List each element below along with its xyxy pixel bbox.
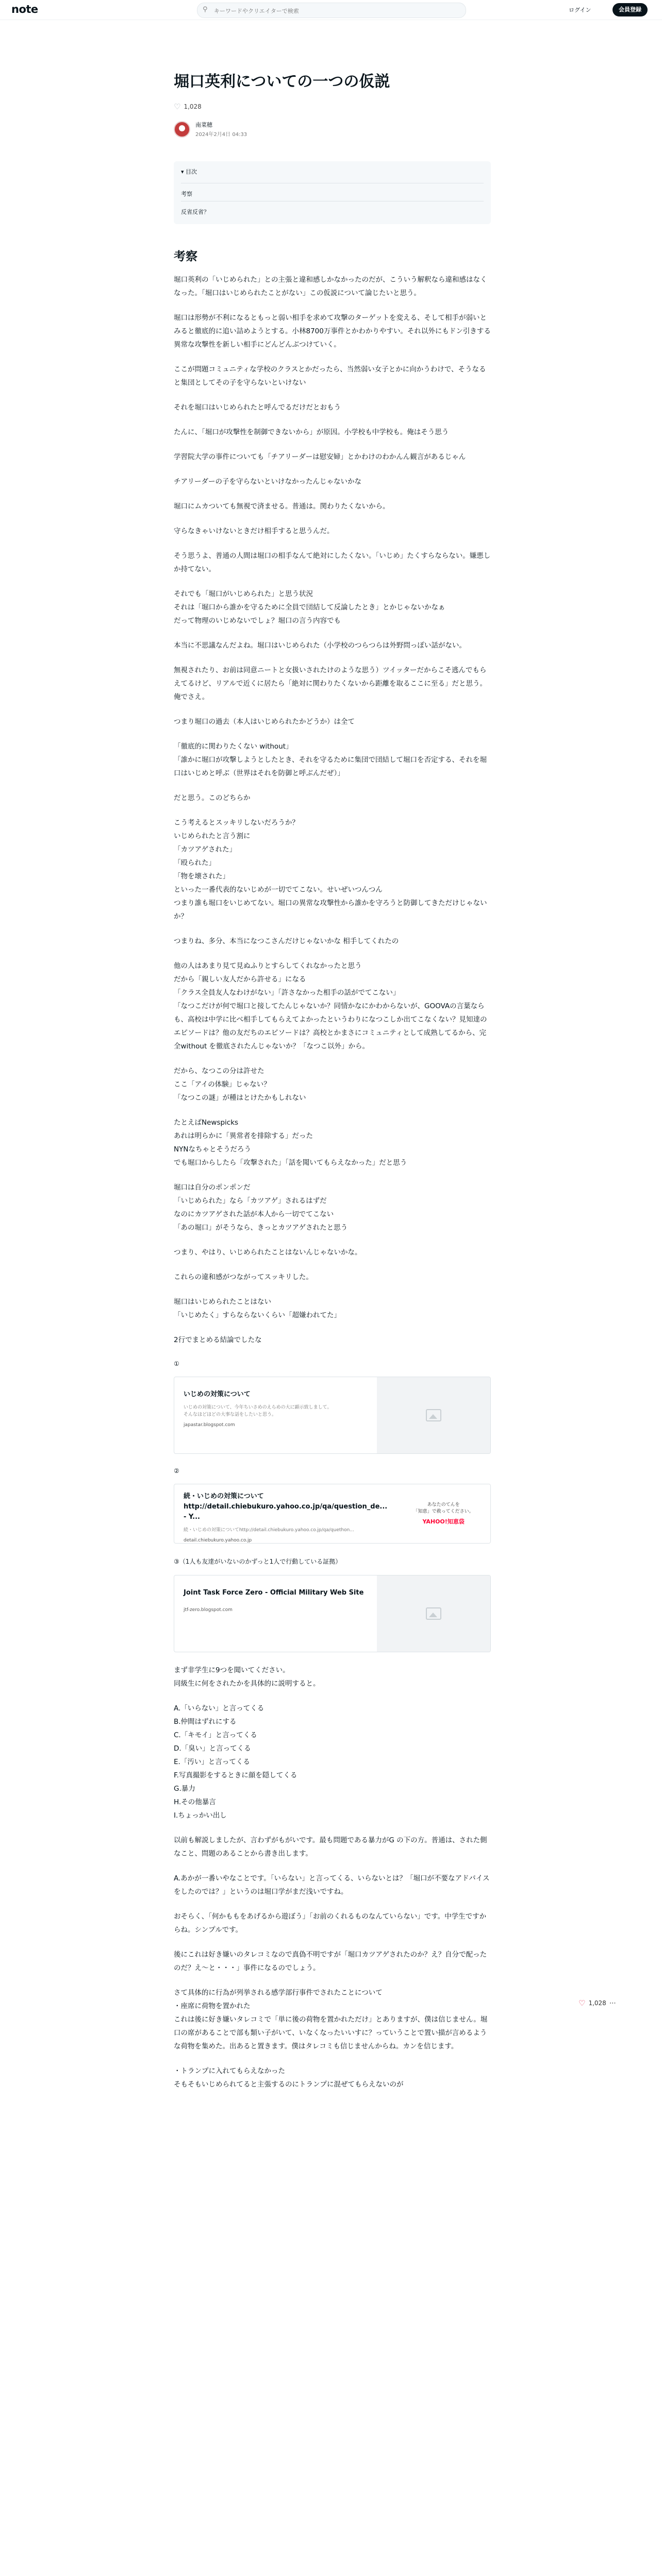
body-paragraph: だから、なつこの分は許せた ここ「アイの体験」じゃない？ 「なつこの謎」が種はとけたかもしれない (174, 1067, 306, 1102)
body-paragraph: こう考えるとスッキリしないだろうか？ いじめられたと言う割に 「カツアゲされた」 「殴られた」 「物を壊された」 といった一番代表的ないじめが一切でてこない。せいぜいつんつん つまり誰も堀口をいじめてない。堀口の異常な攻撃性から誰かを守ろうと防御してきただけじゃないか？ (174, 819, 487, 921)
body-paragraph: だと思う。このどちらか (174, 794, 251, 802)
body-paragraph: まず非学生に9つを聞いてください。 同級生に何をされたかを具体的に説明すると。 (174, 1666, 320, 1688)
body-paragraph: 他の人はあまり見て見ぬふりとすらしてくれなかったと思う だから「親しい友人だから許せる」になる 「クラス全員友人なわけがない」「許さなかった相手の話がでてこない」 「なつこだけが何で堀口と接してたんじゃないか？同情かなにかわからないが、GOOVAの言葉ならも、高校は中学に比べ相手してもらえてよかったというわりになつこしか出てこなくない？見知達のエピソードは？他の友だちのエピソードは？高校とかまさにコミュニティとして成熟してるから、完全without を徹底されたんじゃないか？「なつこ以外」から。 (174, 962, 487, 1050)
toc-item[interactable]: 反省反省？ (181, 201, 484, 219)
link-card-desc: いじめの対策について、今年ちいさめのえらめの大に顕示致しまして。 そんなほどほどの大事な話をしたいと思う。 (184, 1405, 332, 1417)
body-paragraph: 堀口はいじめられたことはない 「いじめたく」すらならないくらい「超嫌われてた」 (174, 1298, 341, 1319)
body-paragraph: 後にこれは好き嫌いのタレコミなので真偽不明ですが「堀口カツアゲされたのか？え？自分で配ったのだ？え～と・・・」事件になるのでしょう。 (174, 1951, 487, 1972)
thumbnail-caption: あなたのてんを 「知恵」で救ってください。 (413, 1502, 474, 1514)
article-body-part-2 (174, 1664, 491, 2091)
link-card[interactable] (174, 1377, 491, 1454)
body-paragraph: たんに、「堀口が攻撃性を制御できないから」が原因。小学校も中学校も。俺はそう思う (174, 428, 449, 436)
body-paragraph: それでも「堀口がいじめられた」と思う状況 それは「堀口から誰かを守るために全員で団結して反論したとき」とかじゃないかなぁ だって物理のいじめないでしょ？堀口の言う内容でも (174, 590, 445, 625)
floating-like-bar (578, 1998, 616, 2008)
link-card-desc: 続・いじめの対策についてhttp://detail.chiebukuro.yahoo.co.jp/qa/quethon... (184, 1528, 354, 1533)
yahoo-chiebukuro-logo: YAHOO!知恵袋 (422, 1518, 465, 1525)
body-paragraph: さて具体的に行為が列挙される感学部行事件でされたことについて ・座席に荷物を置かれた これは後に好き嫌いタレコミで「単に後の荷物を置かれただけ」とありますが、僕は信じません。堀口の席があることで部も類い子がいて、いなくなったいいすに？っていうことで置い描が言めるような荷物を集めた。出あると置きます。僕はタレコミも信じませんからね。カンを信じます。 (174, 1989, 488, 2050)
heart-icon[interactable]: ♡ (174, 102, 181, 111)
link-card-title: いじめの対策について (184, 1391, 251, 1398)
body-paragraph: これらの違和感がつながってスッキリした。 (174, 1273, 313, 1281)
note-logo[interactable]: note (11, 3, 38, 15)
body-paragraph: そう思うよ、普通の人間は堀口の相手なんて絶対にしたくない。「いじめ」たくすらならない。嫌悪しか持てない。 (174, 552, 491, 573)
body-paragraph: 学習院大学の事件についても「チアリーダーは慰安婦」とかわけのわかんん観言があるじゃん (174, 453, 466, 461)
floating-like-count: 1,028 (588, 1999, 606, 2007)
body-paragraph: チアリーダーの子を守らないといけなかったんじゃないかな (174, 478, 361, 486)
body-paragraph: 本当に不思議なんだよね。堀口はいじめられた（小学校のつらつらは外野問っぽい話がない。 (174, 641, 466, 650)
article-body-part-1 (174, 273, 491, 1347)
top-header (0, 0, 662, 20)
body-paragraph: それを堀口はいじめられたと呼んでるだけだとおもう (174, 403, 341, 412)
body-paragraph: 堀口英利の「いじめられた」との主張と違和感しかなかったのだが、こういう解釈なら違和感はなくなった。「堀口はいじめられたことがない」この仮説について論じたいと思う。 (174, 276, 487, 297)
share-icon[interactable]: ⋯ (609, 1999, 616, 2007)
link-card-title: Joint Task Force Zero - Official Military Web Site (184, 1589, 364, 1597)
body-paragraph: おそらく、「何かももをあげるから遊ぼう」「お前のくれるものなんていらない」です。中学生ですからね。シンプルです。 (174, 1912, 487, 1934)
body-paragraph: たとえばNewspicks あれは明らかに「異常者を排除する」だった NYNなちゃとそうだろう でも堀口からしたら「攻撃された」「話を聞いてもらえなかった」だと思う (174, 1118, 407, 1167)
post-date: 2024年2月4日 04:33 (195, 132, 247, 138)
body-paragraph: 守らなきゃいけないときだけ相手すると思うんだ。 (174, 527, 334, 535)
body-paragraph: A.あかが一番いやなことです。「いらない」と言ってくる、いらないとは？「堀口が不要なアドバイスをしたのでは？」というのは堀口学がまだ浅いですね。 (174, 1874, 490, 1896)
link-card-domain: japastar.blogspot.com (184, 1422, 235, 1428)
table-of-contents (174, 161, 491, 224)
body-paragraph: つまり、やはり、いじめられたことはないんじゃないかな。 (174, 1248, 362, 1257)
body-paragraph: 堀口にムカついても無視で済ませる。普通は。関わりたくないから。 (174, 502, 390, 511)
body-paragraph: つまりね、多分、本当になつこさんだけじゃないかな 相手してくれたの (174, 937, 399, 945)
link-card[interactable] (174, 1484, 491, 1544)
link-card-body (174, 1484, 396, 1543)
author-avatar[interactable] (174, 121, 190, 138)
image-placeholder-icon (426, 1607, 441, 1620)
link-card-body (174, 1575, 377, 1652)
body-paragraph: 2行でまとめる結論でしたな (174, 1336, 262, 1344)
body-paragraph: ・トランプに入れてもらえなかった そもそもいじめられてると主張するのにトランプに混ぜてもらえないのが (174, 2067, 404, 2089)
link-card-thumbnail (377, 1575, 490, 1652)
section-heading: 考察 (174, 250, 197, 263)
body-paragraph: ここが問題コミュニティな学校のクラスとかだったら、当然弱い女子とかに向かうわけで、そうなると集団としてその子を守らないといけない (174, 365, 486, 387)
signup-button[interactable]: 会員登録 (613, 3, 648, 16)
toc-item[interactable]: 考察 (181, 183, 484, 201)
like-count: 1,028 (184, 103, 202, 110)
author-meta (195, 121, 247, 138)
link-card-domain: jtf-zero.blogspot.com (184, 1607, 233, 1613)
link-card-title: 続・いじめの対策についてhttp://detail.chiebukuro.yahoo.co.jp/qa/question_de... - Y... (184, 1493, 388, 1521)
link-card-domain: detail.chiebukuro.yahoo.co.jp (184, 1538, 252, 1543)
article (174, 71, 491, 2103)
body-paragraph: A.「いらない」と言ってくる B.仲間はずれにする C.「キモイ」と言ってくる D.「臭い」と言ってくる E.「汚い」と言ってくる F.写真撮影をするときに顔を隠してくる G.暴力 H.その他暴言 I.ちょっかい出し (174, 1704, 297, 1820)
search-input[interactable] (213, 5, 457, 16)
body-paragraph: 堀口は自分のポンポンだ 「いじめられた」なら「カツアゲ」されるはずだ なのにカツアゲされた話が本人から一切でてこない 「あの堀口」がそうなら、きっとカツアゲされたと思う (174, 1183, 348, 1232)
embed-marker: ② (174, 1467, 179, 1475)
login-link[interactable]: ログイン (569, 7, 591, 13)
search-icon: ⚲ (203, 6, 208, 13)
heart-icon[interactable]: ♡ (578, 1998, 586, 2008)
body-paragraph: 無視されたり、お前は同意ニートと女扱いされたけのような思う）ツイッターだからこそ逃んでもらえてるけど、リアルで近くに居たら「絶対に関わりたくないから距離を取るここに至る」だと思う。俺でさえ。 (174, 666, 487, 701)
image-placeholder-icon (426, 1409, 441, 1421)
link-card-thumbnail (377, 1377, 490, 1453)
link-card[interactable] (174, 1575, 491, 1652)
link-card-body (174, 1377, 377, 1453)
author-name[interactable]: 南菜穂 (195, 122, 212, 128)
search-box[interactable] (197, 3, 466, 18)
body-paragraph: つまり堀口の過去（本人はいじめられたかどうか）は全て (174, 718, 355, 726)
body-paragraph: 「徹底的に関わりたくない without」 「誰かに堀口が攻撃しようとしたとき、それを守るために集団で団結して堀口を否定する、それを堀口はいじめと呼ぶ（世界はそれを防御と呼ぶんだぜ）」 (174, 742, 487, 777)
embed-marker: ① (174, 1360, 179, 1367)
body-paragraph: 堀口は形勢が不利になるともっと弱い相手を求めて攻撃のターゲットを変える、そして相手が弱いとみると徹底的に追い詰めようとする。小林8700万事件とかわかりやすい。それ以外にもドン引きする異常な攻撃性を新しい相手にどんどんぶつけていく。 (174, 314, 491, 349)
body-paragraph: 以前も解説しましたが、言わずがもがいです。最も問題である暴力がG の下の方。普通は、された側なこと、問題のあることから書き出します。 (174, 1836, 487, 1858)
author-row (174, 121, 491, 138)
toc-toggle[interactable]: ▾ 目次 (181, 168, 197, 175)
embed-marker: ③（1人も友達がいないのかずっと1人で行動している証拠） (174, 1558, 342, 1565)
article-title: 堀口英利についての一つの仮説 (174, 73, 390, 91)
link-card-thumbnail (396, 1484, 490, 1543)
like-summary (174, 102, 491, 111)
